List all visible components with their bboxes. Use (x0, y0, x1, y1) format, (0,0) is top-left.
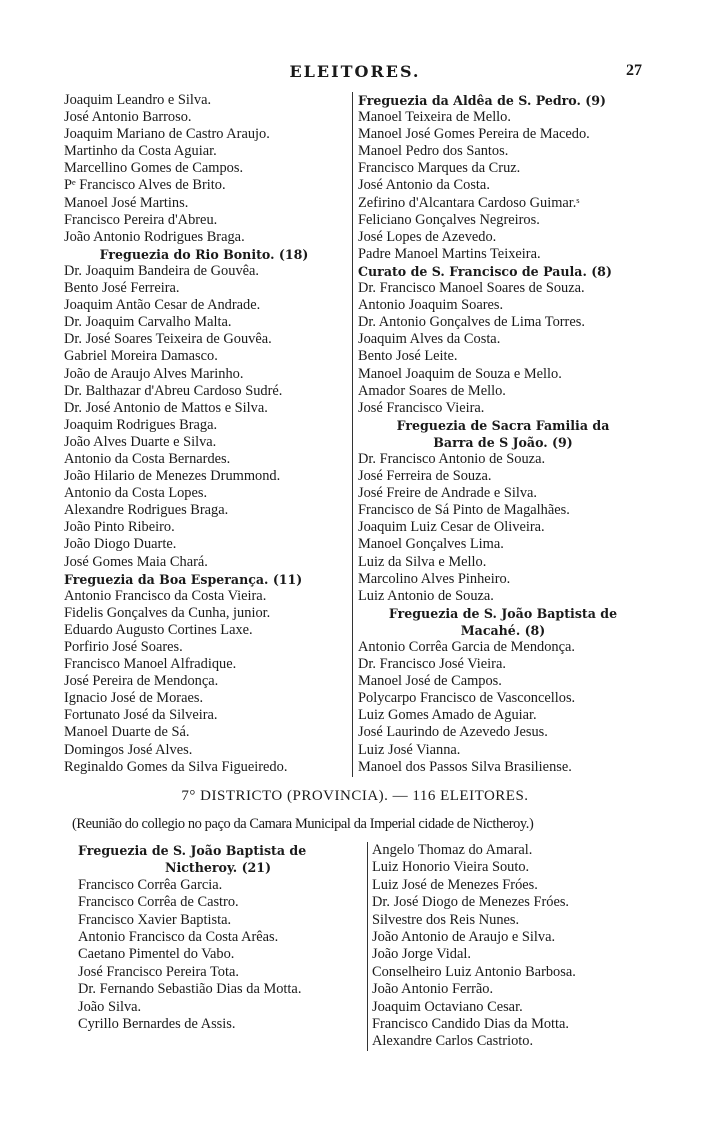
elector-name: João de Araujo Alves Marinho. (64, 365, 244, 382)
elector-name: José Antonio Barroso. (64, 109, 192, 126)
elector-name: Silvestre dos Reis Nunes. (372, 911, 520, 928)
elector-name: Luiz Antonio de Souza. (358, 587, 494, 604)
elector-name: José Freire de Andrade e Silva. (358, 485, 538, 502)
elector-name: Conselheiro Luiz Antonio Barbosa. (372, 963, 576, 980)
elector-name: Fortunato José da Silveira. (64, 707, 218, 724)
elector-name: Francisco Candido Dias da Motta. (372, 1016, 570, 1033)
elector-name: Manoel Pedro dos Santos. (358, 143, 509, 160)
elector-name: Dr. José Antonio de Mattos e Silva. (64, 399, 268, 416)
elector-name: Porfirio José Soares. (64, 639, 183, 655)
elector-name: Manoel José Martins. (64, 194, 189, 211)
elector-name: Alexandre Rodrigues Braga. (64, 502, 229, 519)
elector-name: José Laurindo de Azevedo Jesus. (358, 724, 548, 741)
elector-name: Manoel dos Passos Silva Brasiliense. (358, 758, 572, 775)
elector-name: Fidelis Gonçalves da Cunha, junior. (64, 604, 271, 621)
elector-name: José Lopes de Azevedo. (358, 228, 497, 245)
elector-name: Manoel Joaquim de Souza e Mello. (358, 365, 562, 382)
elector-name: Joaquim Alves da Costa. (358, 331, 501, 348)
left-column (64, 92, 344, 776)
elector-name: Luiz José de Menezes Fróes. (372, 876, 538, 893)
elector-name: Caetano Pimentel do Vabo. (78, 946, 235, 963)
parish-heading: Freguezia de Sacra Familia da (396, 417, 610, 433)
page-number: 27 (626, 62, 642, 79)
elector-name: Manoel Teixeira de Mello. (358, 109, 511, 126)
elector-name: Marcolino Alves Pinheiro. (358, 570, 511, 587)
parish-heading: Barra de S João. (9) (433, 434, 573, 450)
elector-name: Manoel Duarte de Sá. (64, 724, 190, 741)
elector-name: João Pinto Ribeiro. (64, 519, 175, 536)
elector-name: Manoel Gonçalves Lima. (358, 536, 504, 553)
elector-name: Francisco Marques da Cruz. (358, 160, 521, 177)
elector-name: José Ferreira de Souza. (358, 468, 492, 485)
elector-name: Domingos José Alves. (64, 741, 193, 758)
elector-name: Eduardo Augusto Cortines Laxe. (64, 621, 253, 638)
elector-name: João Jorge Vidal. (372, 946, 471, 963)
elector-name: Luiz Honorio Vieira Souto. (372, 859, 530, 876)
elector-name: José Pereira de Mendonça. (64, 673, 219, 690)
elector-name: Marcellino Gomes de Campos. (64, 160, 244, 177)
elector-name: João Silva. (78, 998, 142, 1015)
elector-name: Alexandre Carlos Castrioto. (372, 1033, 534, 1050)
elector-name: Feliciano Gonçalves Negreiros. (358, 211, 540, 228)
district-left-column (78, 842, 358, 1033)
elector-name: Dr. Joaquim Carvalho Malta. (64, 314, 232, 331)
parish-heading: Freguezia do Rio Bonito. (18) (99, 246, 309, 262)
parish-heading: Nictheroy. (21) (164, 860, 272, 876)
elector-name: Antonio Joaquim Soares. (358, 297, 504, 314)
elector-name: José Francisco Pereira Tota. (78, 963, 239, 980)
elector-name: Zefirino d'Alcantara Cardoso Guimar.ˢ (358, 194, 580, 211)
elector-name: João Antonio de Araujo e Silva. (372, 929, 556, 946)
elector-name: Francisco Corrêa Garcia. (78, 876, 223, 893)
district-note: (Reunião do collegio no paço da Camara Municipal da Imperial cidade de Nictheroy.) (72, 816, 534, 832)
elector-name: Polycarpo Francisco de Vasconcellos. (358, 690, 576, 707)
elector-name: Luiz Gomes Amado de Aguiar. (358, 707, 537, 724)
elector-name: Martinho da Costa Aguiar. (64, 143, 217, 160)
elector-name: Ignacio José de Moraes. (64, 690, 204, 707)
district-right-column (367, 842, 662, 1051)
elector-name: João Hilario de Menezes Drummond. (64, 468, 281, 485)
elector-name: Francisco Corrêa de Castro. (78, 894, 239, 911)
parish-heading: Freguezia da Aldêa de S. Pedro. (9) (358, 93, 606, 108)
elector-name: Francisco de Sá Pinto de Magalhães. (358, 502, 570, 519)
elector-name: Antonio da Costa Bernardes. (64, 450, 231, 467)
elector-name: Dr. José Soares Teixeira de Gouvêa. (64, 331, 272, 348)
elector-name: Dr. Balthazar d'Abreu Cardoso Sudré. (64, 382, 283, 399)
elector-name: Bento José Leite. (358, 348, 458, 365)
elector-name: Angelo Thomaz do Amaral. (372, 842, 533, 858)
elector-name: João Antonio Rodrigues Braga. (64, 228, 245, 245)
elector-name: Luiz da Silva e Mello. (358, 553, 487, 570)
elector-name: Joaquim Luiz Cesar de Oliveira. (358, 519, 545, 536)
elector-name: Francisco Manoel Alfradique. (64, 656, 237, 673)
elector-name: Francisco Xavier Baptista. (78, 911, 232, 928)
elector-name: Gabriel Moreira Damasco. (64, 348, 218, 365)
elector-name: Joaquim Rodrigues Braga. (64, 416, 218, 433)
parish-heading: Curato de S. Francisco de Paula. (8) (358, 263, 612, 279)
elector-name: Manoel José de Campos. (358, 673, 502, 690)
elector-name: Joaquim Octaviano Cesar. (372, 998, 523, 1015)
elector-name: Dr. Joaquim Bandeira de Gouvêa. (64, 262, 260, 279)
elector-name: Francisco Pereira d'Abreu. (64, 211, 218, 228)
elector-name: Joaquim Mariano de Castro Araujo. (64, 126, 270, 143)
parish-heading: Freguezia de S. João Baptista de (388, 605, 618, 621)
elector-name: Dr. Antonio Gonçalves de Lima Torres. (358, 314, 585, 331)
elector-name: Antonio Francisco da Costa Vieira. (64, 587, 267, 604)
elector-name: Cyrillo Bernardes de Assis. (78, 1016, 236, 1033)
elector-name: Antonio Corrêa Garcia de Mendonça. (358, 639, 575, 655)
district-heading: 7° DISTRICTO (PROVINCIA). — 116 ELEITORES. (181, 788, 529, 804)
elector-name: João Antonio Ferrão. (372, 981, 494, 998)
elector-name: Antonio Francisco da Costa Arêas. (78, 929, 279, 946)
elector-name: José Gomes Maia Chará. (64, 553, 208, 570)
parish-heading: Freguezia da Boa Esperança. (11) (64, 571, 303, 587)
elector-name: Dr. Fernando Sebastião Dias da Motta. (78, 981, 302, 998)
elector-name: Joaquim Antão Cesar de Andrade. (64, 297, 261, 314)
parish-heading: Macahé. (8) (460, 622, 546, 638)
elector-name: Dr. Francisco José Vieira. (358, 656, 506, 673)
elector-name: Manoel José Gomes Pereira de Macedo. (358, 126, 590, 143)
elector-name: José Francisco Vieira. (358, 399, 485, 416)
running-header (60, 62, 650, 82)
elector-name: João Diogo Duarte. (64, 536, 177, 553)
elector-name: Bento José Ferreira. (64, 280, 180, 297)
elector-name: Luiz José Vianna. (358, 741, 461, 758)
parish-heading: Freguezia de S. João Baptista de (78, 843, 307, 858)
elector-name: Pᵉ Francisco Alves de Brito. (64, 177, 226, 194)
elector-name: José Antonio da Costa. (358, 177, 490, 194)
elector-name: Joaquim Leandro e Silva. (64, 92, 212, 108)
elector-name: Amador Soares de Mello. (358, 382, 506, 399)
right-column (352, 92, 648, 777)
elector-name: Reginaldo Gomes da Silva Figueiredo. (64, 758, 288, 775)
elector-name: Dr. José Diogo de Menezes Fróes. (372, 894, 570, 911)
elector-name: Dr. Francisco Manoel Soares de Souza. (358, 280, 585, 297)
elector-name: João Alves Duarte e Silva. (64, 433, 217, 450)
elector-name: Padre Manoel Martins Teixeira. (358, 245, 541, 262)
elector-name: Antonio da Costa Lopes. (64, 485, 208, 502)
page-title: ELEITORES. (289, 62, 421, 81)
elector-name: Dr. Francisco Antonio de Souza. (358, 450, 546, 467)
